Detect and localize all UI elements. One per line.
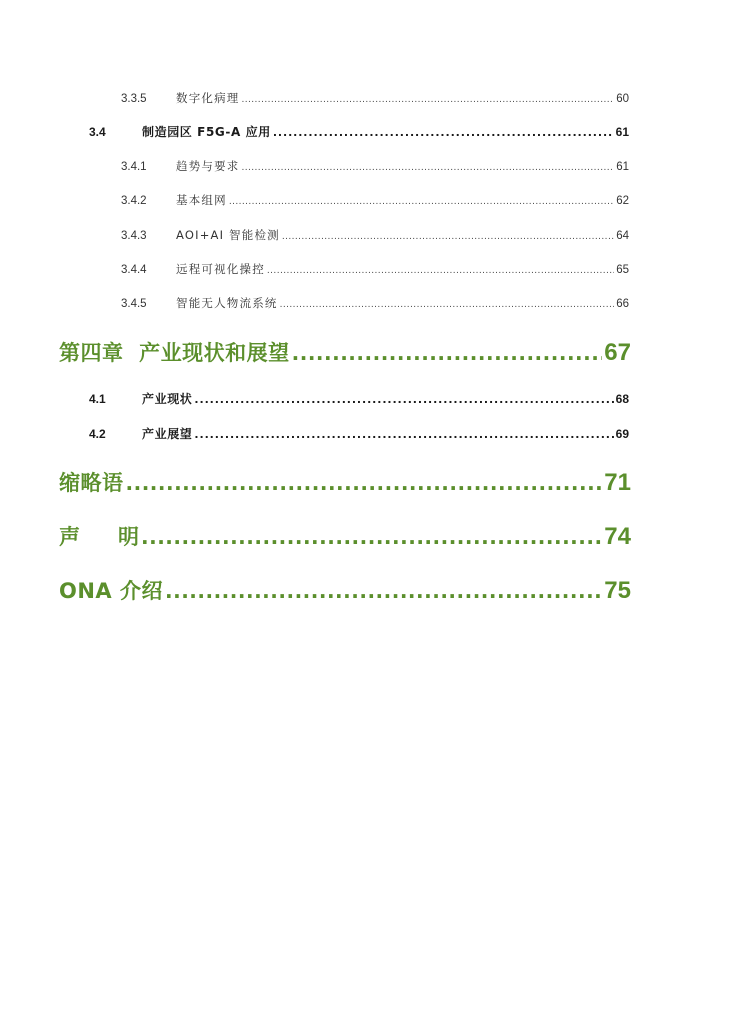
toc-entry-title: 产业展望 [142,427,193,441]
toc-entry-page: 61 [616,161,629,173]
toc-entry-3-4-2[interactable] [121,192,629,208]
toc-leader-dots [280,297,615,313]
toc-entry-3-4-4[interactable] [121,261,629,277]
toc-entry-3-3-5[interactable] [121,90,629,106]
toc-entry-3-4-3[interactable] [121,227,629,243]
toc-entry-number: 3.4.2 [121,195,147,207]
toc-entry-3-4-1[interactable] [121,158,629,174]
toc-leader-dots [141,522,602,552]
toc-entry-title: 产业现状 [142,392,193,406]
toc-leader-dots [229,194,614,210]
toc-chapter-page: 71 [604,469,631,496]
toc-leader-dots [267,263,614,279]
toc-leader-dots [194,392,613,408]
toc-leader-dots [292,338,603,368]
toc-entry-number: 3.4.4 [121,264,147,276]
toc-entry-3-4[interactable] [89,124,629,140]
toc-entry-title: 智能无人物流系统 [176,296,278,310]
toc-entry-number: 4.2 [89,427,106,441]
toc-entry-title: 数字化病理 [176,91,240,105]
toc-entry-number: 3.3.5 [121,93,147,105]
toc-entry-title: AOI+AI 智能检测 [176,228,280,242]
toc-chapter-declaration[interactable] [59,522,631,552]
toc-entry-number: 3.4.3 [121,230,147,242]
toc-entry-page: 62 [616,195,629,207]
toc-chapter-title-part: 声 [59,525,80,549]
toc-entry-number: 4.1 [89,392,106,406]
toc-chapter-title [59,522,139,552]
toc-entry-title: 制造园区 F5G-A 应用 [142,125,271,139]
toc-entry-page: 65 [616,264,629,276]
toc-entry-number: 3.4.1 [121,161,147,173]
toc-leader-dots [273,125,614,141]
toc-entry-page: 69 [615,427,629,441]
toc-chapter-ona[interactable] [59,576,631,606]
toc-entry-page: 66 [616,298,629,310]
toc-chapter-title-part: 明 [118,525,139,549]
toc-chapter-4[interactable] [59,338,631,368]
toc-entry-4-2[interactable] [89,426,629,442]
toc-entry-title: 趋势与要求 [176,159,240,173]
toc-entry-page: 60 [616,93,629,105]
toc-entry-3-4-5[interactable] [121,295,629,311]
toc-leader-dots [242,92,615,108]
toc-leader-dots [282,229,614,245]
toc-chapter-page: 75 [604,577,631,604]
toc-leader-dots [165,576,602,606]
toc-chapter-page: 67 [604,339,631,366]
toc-entry-title: 远程可视化操控 [176,262,265,276]
toc-entry-title: 基本组网 [176,193,227,207]
toc-leader-dots [126,468,603,498]
toc-entry-4-1[interactable] [89,391,629,407]
toc-entry-page: 64 [616,230,629,242]
toc-entry-page: 61 [615,125,629,139]
toc-chapter-title: ONA 介绍 [59,579,163,603]
toc-chapter-abbreviations[interactable] [59,468,631,498]
toc-leader-dots [194,427,613,443]
toc-entry-number: 3.4.5 [121,298,147,310]
toc-leader-dots [242,160,615,176]
toc-entry-number: 3.4 [89,125,106,139]
toc-entry-page: 68 [615,392,629,406]
toc-chapter-title: 缩略语 [59,471,124,495]
toc-chapter-title: 第四章 产业现状和展望 [59,341,290,365]
toc-chapter-page: 74 [604,523,631,550]
